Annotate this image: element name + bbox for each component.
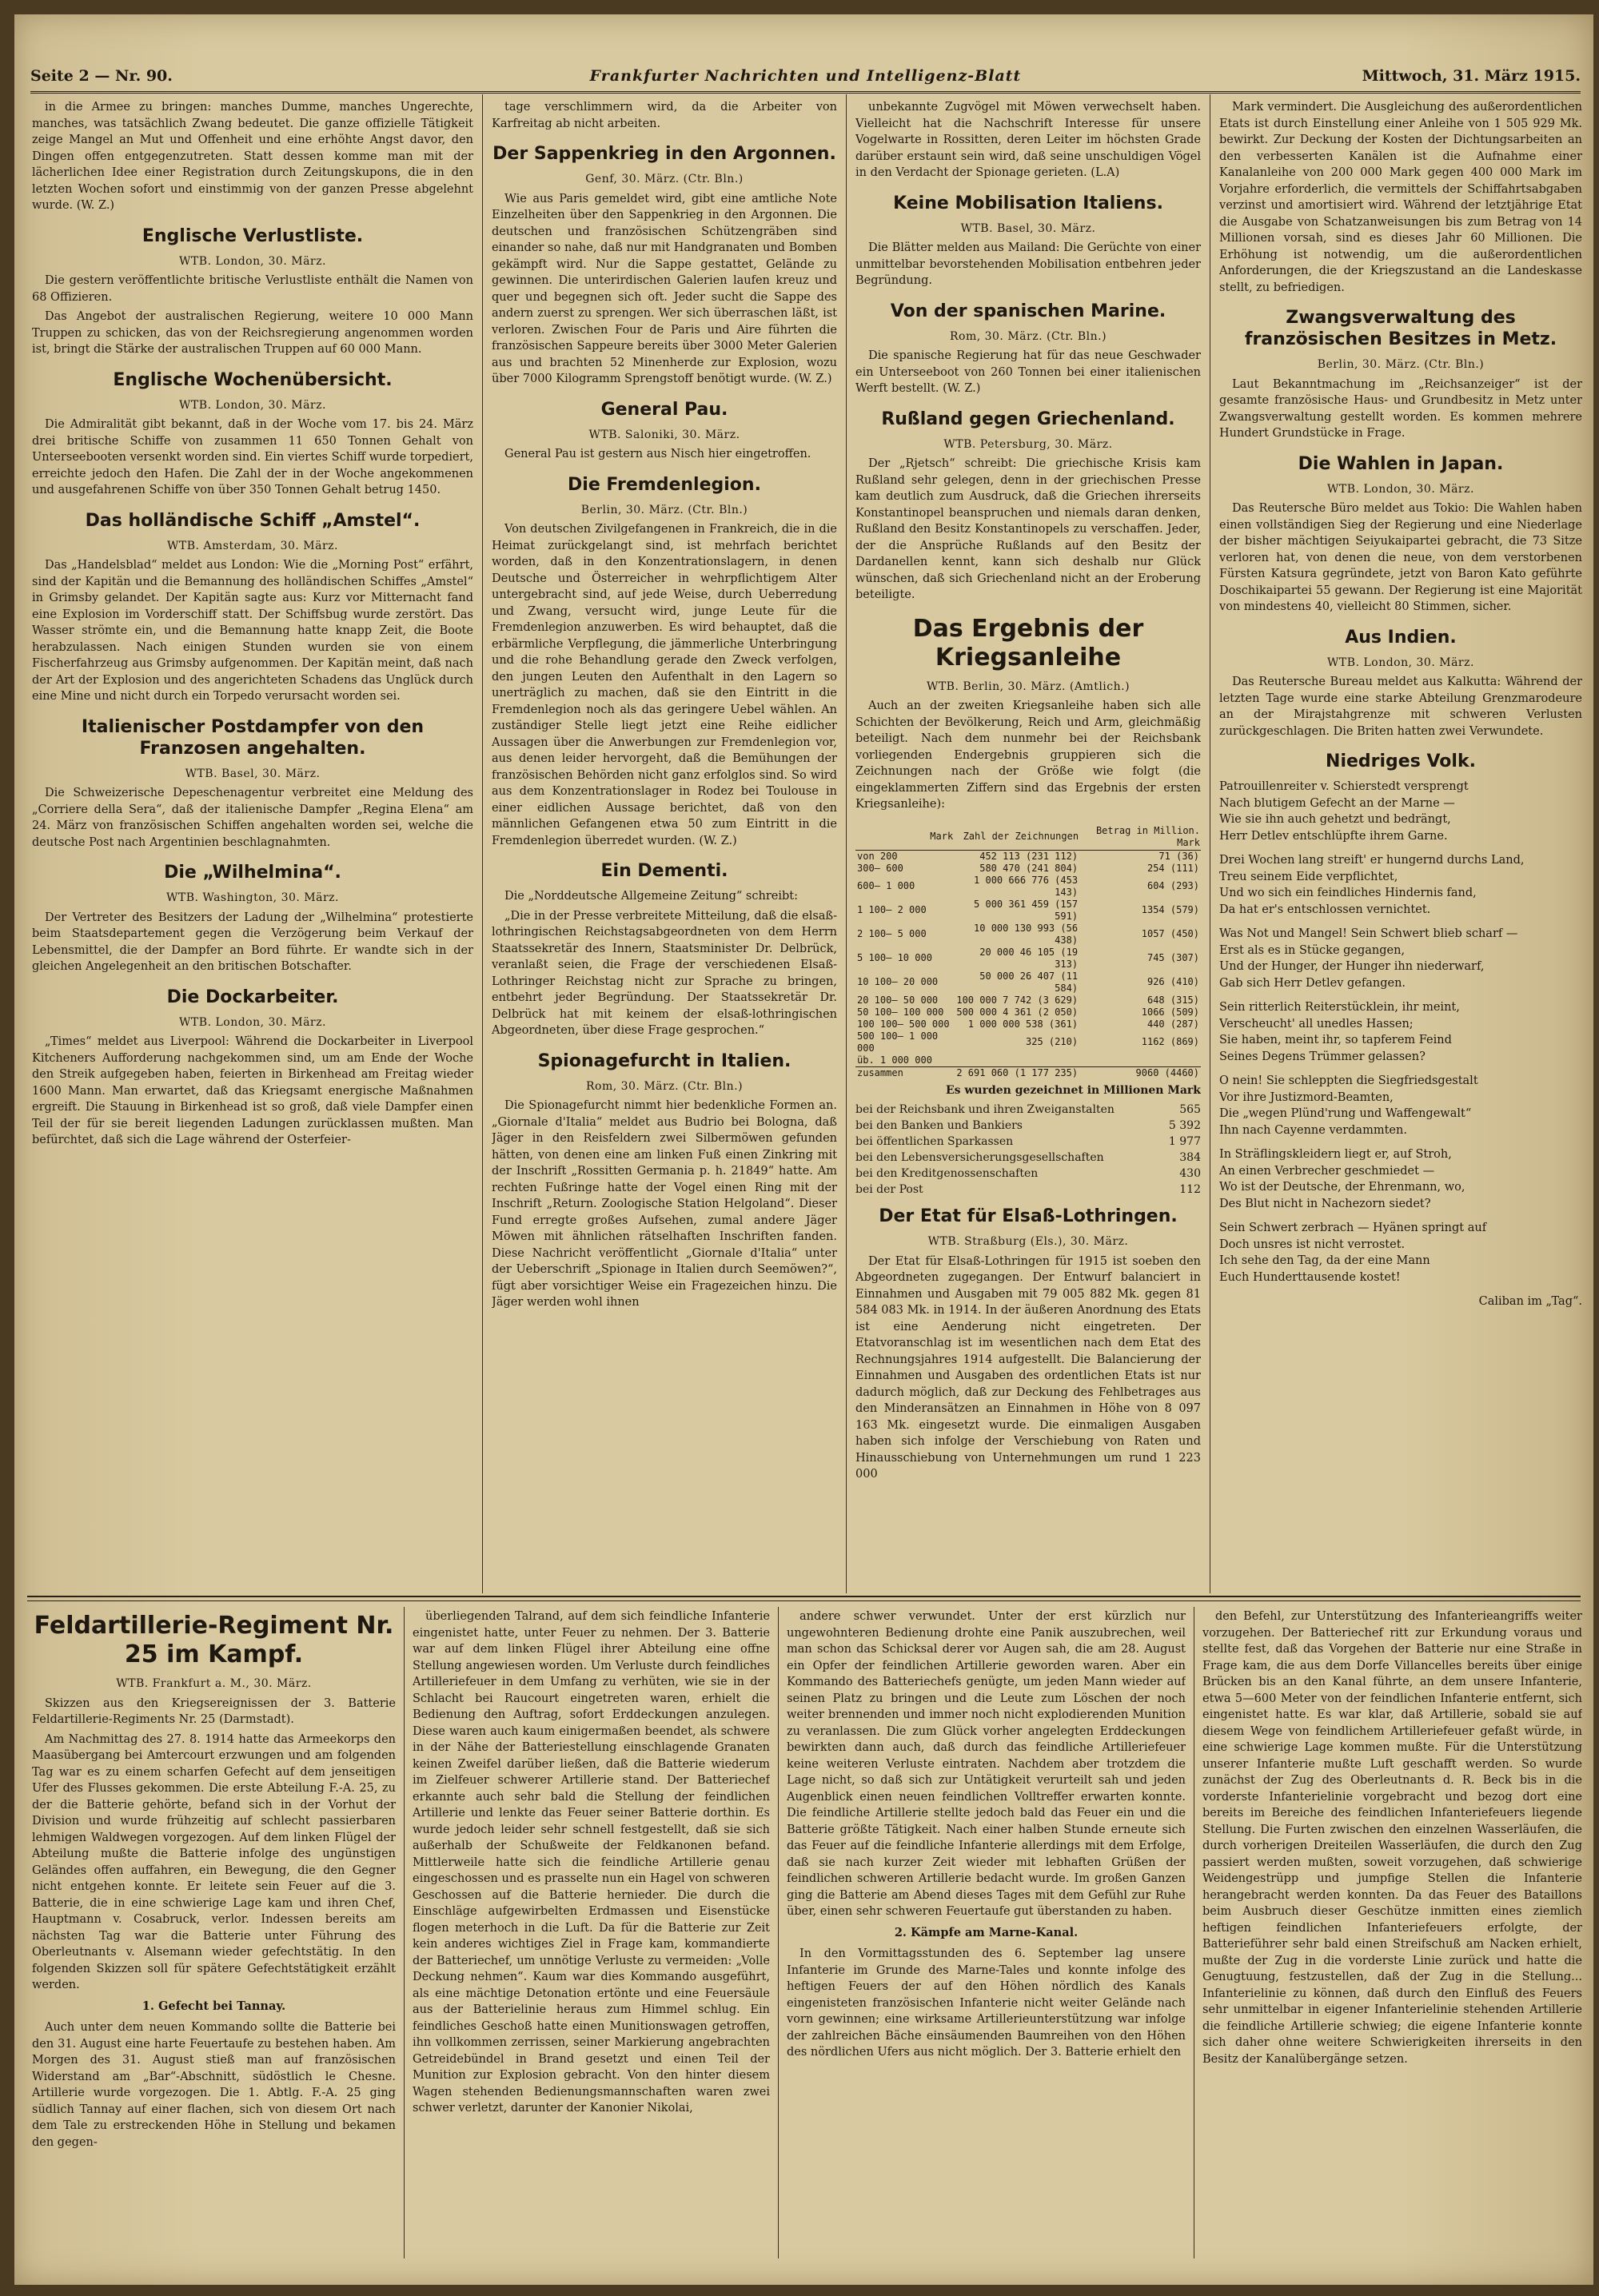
- article: [32, 987, 473, 1149]
- table-cell: [954, 1054, 1079, 1067]
- table-cell: 9060 (4460): [1079, 1066, 1201, 1079]
- article: [855, 409, 1201, 604]
- article-paragraph: den Befehl, zur Unterstützung des Infanterieangriffs weiter vorzugehen. Der Batteriechef ritt zur Erkundung voraus und stellte fest, daß das Vorgehen der Batterie nur eine Straße in Frage kam, die aus dem Dorfe Villancelles bereits über einige Brücken bis an den Kanal führte, an dem unsere Infanterie, etwa 5—600 Meter von der feindlichen Infanterie entfernt, sich eingenistet hatte. Es war klar, daß Artillerie, sobald sie auf diesem Wege von feindlichem Artilleriefeuer gefaßt würde, in eine schwierige Lage kommen mußte. Für die Unterstützung unserer Infanterie mußte Luft geschafft werden. So wurde zunächst der Zug des Oberleutnants d. R. Beck bis in die vorderste Infanterielinie vorgebracht und bezog dort eine bereits im Bereiche des feindlichen Infanteriefeuers liegende Stellung. Die Furten zwischen den einzelnen Wasserläufen, die durch vorherigen Dreiteilen Wasserläufen, die durch den Zug passiert werden mußten, soweit vorzugehen, daß schwierige Weidengestrüpp und jumpfige Stellen die Infanterie herangebracht werden konnten. Da das Feuer des Bataillons beim Ausbruch dieser Geschütze inmitten eines ziemlich heftigen feindlichen Infanteriefeuers erfolgte, der Batterieführer sehr bald einen Streifschuß am Nacken erhielt, mußte der Zug in die vorderste Linie zurück und hatte die Genugtuung, festzustellen, daß der Zug in die Stellung... Infanterielinie zu können, daß durch den Einfluß des Feuers sehr unmittelbar in eigener Infanterielinie stehenden Artillerie die feindliche Artillerie schwieg; die eigene Infanterie konnte sich daher ohne weitere Schwierigkeiten ihrerseits in den Besitz der Kanalübergänge setzen.: [1202, 1610, 1582, 2066]
- table-row: [855, 1166, 1201, 1182]
- gezeichnet-table: [855, 1102, 1201, 1198]
- table-cell: 10 100— 20 000: [857, 976, 939, 987]
- article-paragraph: Die Schweizerische Depeschenagentur verbreitet eine Meldung des „Corriere della Sera“, daß der italienische Dampfer „Regina Elena“ am 24. März von französischen Schiffen angehalten worden sei, welche die deutsche Post nach Argentinien beschlagnahmten.: [32, 787, 473, 849]
- article: [855, 615, 1201, 813]
- article-dateline: WTB. Basel, 30. März.: [960, 221, 1096, 235]
- article-headline: Spionagefurcht in Italien.: [537, 1050, 792, 1071]
- table-row: [855, 1030, 1201, 1054]
- poem-stanza: Patrouillenreiter v. Schierstedt versprengt Nach blutigem Gefecht an der Marne — Wie sie ihn auch gehetzt und bedrängt, Herr Detlev entschlüpfte ihrem Garne.: [1219, 780, 1469, 843]
- poem: [1219, 751, 1582, 1310]
- table-cell: 565: [1179, 1103, 1201, 1116]
- article-dateline: WTB. Saloniki, 30. März.: [588, 428, 740, 441]
- newspaper-page: [14, 14, 1593, 2285]
- table-cell: 1057 (450): [1141, 928, 1199, 939]
- table-cell: [1079, 1054, 1201, 1067]
- article-paragraph: Die gestern veröffentlichte britische Verlustliste enthält die Namen von 68 Offizieren.: [32, 274, 473, 304]
- table-cell: 926 (410): [1146, 976, 1199, 987]
- article-paragraph: Skizzen aus den Kriegsereignissen der 3. Batterie Feldartillerie-Regiments Nr. 25 (Darmstadt).: [32, 1696, 396, 1726]
- article-paragraph: Das Reutersche Bureau meldet aus Kalkutta: Während der letzten Tage wurde eine starke Abteilung Grenzmarodeure an der Mirajstahgrenze mit schweren Verlusten zurückgeschlagen. Die Briten hatten zwei Verwundete.: [1219, 676, 1582, 738]
- poem-stanza: In Sträflingskleidern liegt er, auf Stroh, An einen Verbrecher geschmiedet — Wo ist der Deutsche, der Ehrenmann, wo, Des Blut nicht in Nachezorn siedet?: [1219, 1148, 1465, 1210]
- table-cell: 2 100— 5 000: [857, 928, 927, 939]
- table-cell: 452 113 (231 112): [979, 850, 1079, 862]
- article-paragraph: Auch unter dem neuen Kommando sollte die Batterie bei den 31. August eine harte Feuertaufe zu bestehen haben. Am Morgen des 31. August stieß man auf französischen Widerstand am „Bar“-Abschnitt, südöstlich le Chesne. Artillerie wurde vorgezogen. Die 1. Abtlg. F.-A. 25 ging südlich Tannay auf einer flachen, sich von diesem Ort nach dem Tale zu erstreckenden Höhe in Stellung und bekamen den gegen-: [32, 2021, 396, 2149]
- table-cell: 300— 600: [857, 862, 903, 874]
- article: [492, 399, 837, 463]
- article-headline: Das holländische Schiff „Amstel“.: [85, 510, 421, 531]
- poem-stanza: Sein Schwert zerbrach — Hyänen springt auf Doch unsres ist nicht verrostet. Ich sehe den Tag, da der eine Mann Euch Hunderttausende kostet!: [1219, 1222, 1487, 1284]
- article-paragraph: Wie aus Paris gemeldet wird, gibt eine amtliche Note Einzelheiten über den Sappenkrieg in den Argonnen. Die deutschen und französischen Schützengräben sind einander so nahe, daß nur mit Handgranaten und Bomben gekämpft wird. Nur die Sappe gestattet, Gelände zu gewinnen. Die unterirdischen Galerien laufen kreuz und quer und begegnen sich oft. Jeder sucht die Sappe des andern zuerst zu sprengen. Wer sich überraschen läßt, ist verloren. Zwischen Four de Paris und Aire führten die französischen Sappeure bereits über 3000 Meter Galerien aus und brachten 52 Minenherde zur Explosion, wozu über 7000 Kilogramm Sprengstoff benötigt wurde. (W. Z.): [492, 192, 837, 385]
- article-paragraph: Die „Norddeutsche Allgemeine Zeitung“ schreibt:: [504, 890, 798, 903]
- article-paragraph: „Die in der Presse verbreitete Mitteilung, daß die elsaß-lothringischen Reichstagsabgeordneten von dem Herrn Staatssekretär des Innern, Staatsminister Dr. Delbrück, veranlaßt seien, die Frage der verschiedenen Elsaß-Lothringer Reichstag nicht zur Sprache zu bringen, entbehrt jeder Begründung. Der Staatssekretär Dr. Delbrück hat mit keinem der elsaß-lothringischen Abgeordneten, über diese Frage gesprochen.“: [492, 909, 837, 1037]
- table-row: [855, 995, 1201, 1006]
- article-paragraph: Die Blätter melden aus Mailand: Die Gerüchte von einer unmittelbar bevorstehenden Mobilisation entbehren jeder Begründung.: [855, 241, 1201, 287]
- article-headline: General Pau.: [600, 399, 728, 420]
- article-dateline: WTB. Straßburg (Els.), 30. März.: [927, 1235, 1129, 1248]
- article-paragraph: andere schwer verwundet. Unter der erst kürzlich nur ungewohnteren Bedienung drohte eine Panik auszubrechen, weil man schon das Schicksal derer vor Augen sah, die am 28. August ein Opfer der feindlichen Artillerie geworden waren. Aber ein Kommando des Batteriechefs genügte, um jeden Mann wieder auf seinen Platz zu bringen und die Leute zum Löschen der noch weiter brennenden und immer noch nicht explodierenden Munition zu veranlassen. Die zum Glück vorher angelegten Erddeckungen bewirkten dann auch, daß durch das feindliche Artilleriefeuer keine weiteren Verluste eintraten. Nachdem aber trotzdem die Lage nicht, so daß sich zur Untätigkeit verurteilt sah und jeden Augenblick einen neuen feindlichen Volltreffer erwarten konnte. Die feindliche Artillerie stellte jedoch bald das Feuer ein und die Batterie größte Tätigkeit. Nach einer halben Stunde erneute sich das Feuer auf die feindliche Infanterie allerdings mit dem Erfolge, daß sie nach kurzer Zeit wieder mit lebhaften Grüßen der feindlichen schweren Artillerie bedacht wurde. Im großen Ganzen ging die Batterie am Abend dieses Tages mit dem Gefühl zur Ruhe über, einen sehr schweren Feuertaufe gut überstanden zu haben.: [787, 1610, 1186, 1918]
- table-row: [855, 850, 1201, 863]
- section-divider: [27, 1596, 1581, 1601]
- article-paragraph: unbekannte Zugvögel mit Möwen verwechselt haben. Vielleicht hat die Nachschrift Interesse für unsere Vogelwarte in Rossitten, deren Leiter im höchsten Grade darüber erstaunt sein wird, daß seine unschuldigen Vögel in den Verdacht der Spionage gerieten. (L.A): [855, 101, 1201, 179]
- article-paragraph: Der Etat für Elsaß-Lothringen für 1915 ist soeben den Abgeordneten zugegangen. Der Entwurf balanciert in Einnahmen und Ausgaben mit 79 005 882 Mk. gegen 81 584 083 Mk. in 1914. In der äußeren Anordnung des Etats ist eine Aenderung nicht eingetreten. Der Etatvoranschlag ist im wesentlichen nach dem Etat des Rechnungsjahres 1914 aufgestellt. Die Balancierung der Einnahmen und Ausgaben des ordentlichen Etats ist nur dadurch möglich, daß zur Deckung des Fehlbetrages aus den Minderansätzen an Einnahmen in Höhe von 8 097 163 Mk. eingesetzt wurde. Die einmaligen Ausgaben haben sich infolge der Verschiebung von Raten und Hinausschiebung von Unternehmungen um rund 1 223 000: [855, 1254, 1201, 1481]
- article: [1219, 453, 1582, 616]
- article-headline: Italienischer Postdampfer von den Franzosen angehalten.: [81, 716, 425, 759]
- bottom-column-3: [787, 1608, 1186, 2256]
- table-cell: 20 100— 50 000: [857, 994, 939, 1006]
- table-row: [855, 875, 1201, 899]
- article: [32, 369, 473, 499]
- article-headline: Englische Verlustliste.: [142, 225, 364, 246]
- poem-stanza: O nein! Sie schleppten die Siegfriedsgestalt Vor ihre Justizmord-Beamten, Die „wegen Plünd'rung und Waffengewalt“ Ihn nach Cayenne verdammten.: [1219, 1074, 1478, 1137]
- table-cell: 100 100— 500 000: [857, 1018, 950, 1030]
- table-cell: 648 (315): [1146, 994, 1199, 1006]
- article: [1219, 307, 1582, 442]
- table-row: [855, 1150, 1201, 1166]
- article: [1219, 627, 1582, 740]
- table-total-row: [855, 1066, 1201, 1079]
- table-cell: 440 (287): [1146, 1018, 1199, 1030]
- article: [855, 193, 1201, 289]
- article-paragraph: Am Nachmittag des 27. 8. 1914 hatte das Armeekorps den Maasübergang bei Amtercourt erzwungen und am folgenden Tag war es zu einem scharfen Gefecht auf dem jenseitigen Ufer des Flusses gekommen. Die erste Abteilung F.-A. 25, zu der die Batterie gehörte, befand sich in der Vorhut der Division und wurde frühzeitig auf schlecht passierbaren lehmigen Waldwegen vorgezogen. Auf dem linken Flügel der Abteilung mußte die Batterie infolge des ungünstigen Geländes offen auffahren, ein Bewegung, die den Gegner nicht entgehen konnte. Er leitete sein Feuer auf die 3. Batterie, die in eine schwierige Lage kam und ihren Chef, Hauptmann v. Cosabruck, verlor. Indessen bereits am nächsten Tag war die Batterie unter Führung des Oberleutnants v. Alsemann wieder gefechtstätig. In den folgenden Skizzen soll für spätere Gefechtstätigkeit erzählt werden.: [32, 1732, 396, 1991]
- table-cell: 1 000 000 538 (361): [967, 1018, 1079, 1030]
- section-heading: 2. Kämpfe am Marne-Kanal.: [894, 1925, 1079, 1939]
- article-paragraph: Die Admiralität gibt bekannt, daß in der Woche vom 17. bis 24. März drei britische Schiffe von zusammen 11 650 Tonnen Gehalt von Unterseebooten versenkt worden sind. Ein viertes Schiff wurde torpediert, erreichte jedoch den Hafen. Die Zahl der in der Woche angekommenen und ausgefahrenen Schiffe von über 350 Tonnen Gehalt betrug 1450.: [32, 418, 473, 496]
- page-number: Seite 2 — Nr. 90.: [30, 67, 173, 85]
- article-headline: Die Wahlen in Japan.: [1298, 453, 1504, 474]
- bottom-column-4: [1202, 1608, 1582, 2256]
- article-dateline: WTB. London, 30. März.: [179, 398, 326, 412]
- table-cell: 1 977: [1168, 1135, 1201, 1148]
- table-row: [855, 1182, 1201, 1198]
- article: [492, 1050, 837, 1311]
- table-row: [855, 1118, 1201, 1134]
- table-cell: zusammen: [855, 1066, 954, 1079]
- article-headline: Von der spanischen Marine.: [890, 301, 1166, 321]
- article: [855, 1206, 1201, 1483]
- table-cell: 71 (36): [1158, 850, 1199, 862]
- table-cell: 1 000 666 776 (453 143): [974, 874, 1079, 898]
- table-cell: 500 000 4 361 (2 050): [956, 1006, 1079, 1018]
- article-paragraph: Von deutschen Zivilgefangenen in Frankreich, die in die Heimat zurückgelangt sind, ist mehrfach berichtet worden, daß in den Konzentrationslagern, in denen Deutsche und Österreicher in wehrpflichtigem Alter untergebracht sind, auf jede Weise, durch Ueberredung und Zwang, versucht wird, junge Leute für die Fremdenlegion anzuwerben. Es wird behauptet, daß die erbärmliche Verpflegung, die jämmerliche Unterbringung und die rohe Behandlung gerade den Zweck verfolgen, den jungen Leuten den Aufenthalt in den Lagern so unerträglich zu machen, daß sie den Eintritt in die Fremdenlegion noch als das geringere Uebel wählen. An zuständiger Stelle liegt jetzt eine Reihe eidlicher Aussagen über die Anwerbungen zur Fremdenlegion vor, aus denen leider hervorgeht, daß die Bemühungen der französischen Behörden nicht ganz erfolglos sind. So wird aus dem Konzentrationslager in Rodez bei Toulouse in einer eidlichen Aussage berichtet, daß von den männlichen Gefangenen etwa 50 zum Eintritt in die Fremdenlegion überredet wurden. (W. Z.): [492, 523, 837, 847]
- article-headline: Die „Wilhelmina“.: [164, 863, 341, 883]
- table-row: [855, 923, 1201, 947]
- poem-stanza: Drei Wochen lang streift' er hungernd durchs Land, Treu seinem Eide verpflichtet, Und wo sich ein feindliches Hindernis fand, Da hat er's entschlossen vernichtet.: [1219, 854, 1525, 916]
- bottom-article-title: Feldartillerie-Regiment Nr. 25 im Kampf.: [34, 1612, 394, 1668]
- column-4: [1219, 99, 1582, 1590]
- table-cell: bei der Reichsbank und ihren Zweiganstalten: [855, 1103, 1115, 1116]
- article-headline: Keine Mobilisation Italiens.: [893, 193, 1163, 213]
- table-cell: 600— 1 000: [857, 880, 915, 891]
- table-cell: 5 100— 10 000: [857, 952, 932, 963]
- table-cell: 1066 (509): [1141, 1006, 1199, 1018]
- table-cell: üb. 1 000 000: [857, 1054, 932, 1066]
- article: [492, 143, 837, 388]
- table-cell: bei den Lebensversicherungsgesellschaften: [855, 1151, 1104, 1164]
- article-dateline: Genf, 30. März. (Ctr. Bln.): [585, 173, 744, 185]
- article-dateline: Rom, 30. März. (Ctr. Bln.): [949, 329, 1107, 343]
- table-cell: bei den Banken und Bankiers: [855, 1119, 1023, 1132]
- bottom-column-1: [32, 1608, 396, 2256]
- column-1: [32, 99, 473, 1590]
- article-paragraph: überliegenden Talrand, auf dem sich feindliche Infanterie eingenistet hatte, unter Feuer zu nehmen. Der 3. Batterie war auf dem linken Flügel ihrer Abteilung eine offne Stellung angewiesen worden. Um Verluste durch feindliches Artilleriefeuer in dem Umfang zu verhüten, wie sie in der Schlacht bei Raucourt eingetreten waren, erhielt die Bedienung den Auftrag, sofort Erddeckungen anzulegen. Diese waren auch kaum einigermaßen beendet, als schwere in der Nähe der Batteriestellung einschlagende Granaten keinen Zweifel darüber ließen, daß die Batterie wiederum im Zielfeuer schwerer Artillerie stand. Der Batteriechef erkannte auch sehr bald die Stellung der feindlichen Artillerie und lenkte das Feuer seiner Batterie dorthin. Es wurde jedoch leider sehr schnell festgestellt, daß sie sich außerhalb der Schußweite der Feldkanonen befand. Mittlerweile hatte sich die feindliche Artillerie genau eingeschossen und es prasselte nun ein Hagel von schweren Geschossen auf die Batterie hernieder. Die durch die Einschläge aufgewirbelten Erdmassen und Eisenstücke flogen meterhoch in die Luft. Da für die Batterie zur Zeit kein anderes wichtiges Ziel in Frage kam, kommandierte der Batteriechef, um unnötige Verluste zu vermeiden: „Volle Deckung nehmen“. Kaum war dies Kommando ausgeführt, als eine mächtige Detonation ertönte und eine Feuersäule aus der Batterielinie heraus zum Himmel schlug. Ein feindliches Geschoß hatte einen Munitionswagen getroffen, ihn vollkommen zerrissen, seiner Markierung angebrachten Getreidebündel in Brand gesetzt und einen Teil der Munition zur Explosion gebracht. Von den hinter diesem Wagen stehenden Bedienungsmannschaften waren zwei schwer verletzt, darunter der Kanonier Nikolai,: [413, 1610, 770, 2115]
- article-dateline: Rom, 30. März. (Ctr. Bln.): [585, 1079, 744, 1093]
- article-dateline: Berlin, 30. März. (Ctr. Bln.): [580, 503, 748, 516]
- article-dateline: WTB. London, 30. März.: [1327, 656, 1474, 669]
- table-row: [855, 1102, 1201, 1118]
- table-row: [855, 971, 1201, 995]
- table-cell: 1162 (869): [1141, 1036, 1199, 1047]
- table-row: [855, 947, 1201, 971]
- table-row: [855, 1134, 1201, 1150]
- article-dateline: WTB. London, 30. März.: [1327, 482, 1474, 496]
- article-dateline: WTB. Washington, 30. März.: [166, 891, 339, 904]
- column-3: [855, 99, 1201, 1590]
- table-cell: 2 691 060 (1 177 235): [954, 1066, 1079, 1079]
- article-dateline: WTB. London, 30. März.: [179, 254, 326, 268]
- poem-title: Niedriges Volk.: [1326, 751, 1476, 771]
- table-cell: 10 000 130 993 (56 438): [974, 922, 1079, 946]
- article-paragraph: General Pau ist gestern aus Nisch hier eingetroffen.: [504, 448, 811, 460]
- article-headline: Die Dockarbeiter.: [166, 987, 339, 1007]
- table-row: [855, 1054, 1201, 1067]
- article: [492, 860, 837, 1039]
- article-paragraph: Das Angebot der australischen Regierung, weitere 10 000 Mann Truppen zu schicken, das von der Reichsregierung angenommen worden ist, bringt die Stärke der australischen Truppen auf 60 000 Mann.: [32, 310, 473, 356]
- section-heading: 1. Gefecht bei Tannay.: [142, 1999, 286, 2013]
- table-row: [855, 1018, 1201, 1030]
- article-headline: Ein Dementi.: [600, 861, 728, 881]
- table-cell: 254 (111): [1146, 862, 1199, 874]
- article-headline: Der Sappenkrieg in den Argonnen.: [492, 144, 836, 164]
- article-paragraph: Das Reutersche Büro meldet aus Tokio: Die Wahlen haben einen vollständigen Sieg der Regierung und eine Niederlage der bisher mächtigen Seiyukaipartei gebracht, die 73 Sitze verloren hat, von denen die neue, von dem verstorbenen Fürsten Katsura gegründete, jetzt von Baron Kato geführte Doschikaipartei 55 gewann. Der Regierung ist eine Majorität von mindestens 40, vielleicht 80 Stimmen, sicher.: [1219, 502, 1582, 613]
- article: [492, 99, 837, 132]
- article-paragraph: tage verschlimmern wird, da die Arbeiter von Karfreitag ab nicht arbeiten.: [492, 101, 837, 130]
- bottom-column-2: [413, 1608, 770, 2256]
- table-cell: bei der Post: [855, 1183, 923, 1196]
- article: [32, 225, 473, 358]
- column-rule: [778, 1607, 779, 2258]
- table-cell: 50 000 26 407 (11 584): [979, 970, 1079, 994]
- table-cell: 100 000 7 742 (3 629): [956, 994, 1079, 1006]
- column-rule: [404, 1607, 405, 2258]
- article-headline: Rußland gegen Griechenland.: [881, 409, 1175, 429]
- article-headline: Aus Indien.: [1345, 627, 1457, 648]
- article-headline: Das Ergebnis der Kriegsanleihe: [912, 614, 1144, 672]
- article-dateline: WTB. Berlin, 30. März. (Amtlich.): [926, 680, 1130, 693]
- article-paragraph: „Times“ meldet aus Liverpool: Während die Dockarbeiter in Liverpool Kitcheners Aufforderung nachgekommen sind, um am Ende der Woche den Streik aufgegeben haben, feierten in Birkenhead am Freitag wieder 1600 Mann. Man erwartet, daß das Kriegsamt energische Maßnahmen ergreift. Die Stauung in Birkenhead ist so groß, daß viele Dampfer einen Teil der für sie bereit liegenden Ladungen zurücklassen mußten. Man befürchtet, daß sich die Lage während der Osterfeier-: [32, 1035, 473, 1146]
- article-paragraph: In den Vormittagsstunden des 6. September lag unsere Infanterie im Grunde des Marne-Tales und konnte infolge des heftigen Feuers der auf den Höhen nördlich des Kanals eingenisteten französischen Infanterie nicht weiter Gelände nach vorn gewinnen; eine wirksame Artillerieunterstützung war infolge der zahlreichen Bäche einsäumenden Baumreihen von den Höhen des nördlichen Ufers aus nicht möglich. Der 3. Batterie erhielt den: [787, 1947, 1186, 2059]
- article: [492, 474, 837, 850]
- article-paragraph: Die Spionagefurcht nimmt hier bedenkliche Formen an. „Giornale d'Italia“ meldet aus Budrio bei Bologna, daß Jäger in den Reisfeldern zwei Silbermöwen gefunden hätten, von denen eine am linken Fuß einen Zinkring mit der Inschrift „Rossitten Germania p. h. 21849“ hatte. Am rechten Fußringe hatte der Vogel einen Ring mit der Inschrift „Return. Zoologische Station Helgoland“. Dieser Fund erregte großes Aufsehen, zumal andere Jäger Möwen mit ähnlichen rätselhaften Inschriften fanden. Diese Nachricht veröffentlicht „Giornale d'Italia“ unter der Ueberschrift „Spionage in Italien durch Seemöwen?“, fügt aber vorsichtiger Weise ein Fragezeichen hinzu. Die Jäger werden wohl ihnen: [492, 1099, 837, 1309]
- table-cell: 5 392: [1168, 1119, 1201, 1132]
- article-paragraph: in die Armee zu bringen: manches Dumme, manches Ungerechte, manches, was tatsächlich Zwang bedeutet. Die ganze offizielle Tätigkeit zeige Mangel an Mut und Offenheit und eine erhöhte Angst davor, den Dingen offen entgegenzutreten. Statt dessen komme man mit der lächerlichen Idee einer Registration durch Zeitungskupons, die in den letzten Wochen sofort und einstimmig von der ganzen Presse abgelehnt wurde. (W. Z.): [32, 101, 473, 212]
- article-dateline: WTB. Basel, 30. März.: [185, 767, 321, 780]
- article: [32, 99, 473, 214]
- article-paragraph: Auch an der zweiten Kriegsanleihe haben sich alle Schichten der Bevölkerung, Reich und Arm, gleichmäßig beteiligt. Nach dem nunmehr bei der Reichsbank vorliegenden Endergebnis gruppieren sich die Zeichnungen nach der Größe wie folgt (die eingeklammerten Ziffern sind das Ergebnis der ersten Kriegsanleihe):: [855, 700, 1201, 811]
- table-row: [855, 1006, 1201, 1018]
- article-paragraph: Die spanische Regierung hat für das neue Geschwader ein Unterseeboot von 260 Tonnen bei einer italienischen Werft bestellt. (W. Z.): [855, 349, 1201, 395]
- table-header: Mark: [855, 824, 954, 851]
- article: [855, 99, 1201, 181]
- article-dateline: WTB. Petersburg, 30. März.: [943, 437, 1113, 451]
- table-row: [855, 899, 1201, 923]
- table-cell: 1 100— 2 000: [857, 904, 927, 915]
- table-cell: 1354 (579): [1141, 904, 1199, 915]
- table-cell: bei den Kreditgenossenschaften: [855, 1167, 1039, 1180]
- article-dateline: WTB. Amsterdam, 30. März.: [167, 539, 338, 552]
- masthead: [30, 62, 1581, 94]
- poem-stanza: Was Not und Mangel! Sein Schwert blieb scharf — Erst als es in Stücke gegangen, Und der Hunger, der Hunger ihn niederwarf, Gab sich Herr Detlev gefangen.: [1219, 927, 1518, 990]
- table-cell: 50 100— 100 000: [857, 1006, 944, 1018]
- table-cell: 112: [1179, 1183, 1201, 1196]
- article-headline: Die Fremdenlegion.: [568, 474, 761, 495]
- table-cell: 745 (307): [1146, 952, 1199, 963]
- kriegsanleihe-table: [855, 824, 1201, 1079]
- column-2: [492, 99, 837, 1590]
- table-cell: 500 100— 1 000 000: [857, 1030, 939, 1054]
- gezeichnet-header: Es wurden gezeichnet in Millionen Mark: [945, 1083, 1201, 1097]
- table-cell: 384: [1179, 1151, 1201, 1164]
- table-header: Betrag in Million. Mark: [1079, 824, 1201, 851]
- table-cell: 604 (293): [1146, 880, 1199, 891]
- article-headline: Zwangsverwaltung des französischen Besitzes in Metz.: [1244, 308, 1557, 349]
- article-paragraph: Der „Rjetsch“ schreibt: Die griechische Krisis kam Rußland sehr gelegen, denn in der griechischen Presse kam deutlich zum Ausdruck, daß die Griechen ihrerseits Konstantinopel beanspruchen und niemals daran denken, Rußland den Besitz Konstantinopels zu verschaffen. Jeder, der die Ansprüche Rußlands auf den Besitz der Dardanellen kennt, kann sich deshalb nur Glück wünschen, daß sich Griechenland nicht an der Eroberung beteiligte.: [855, 457, 1201, 601]
- article: [1219, 99, 1582, 296]
- article-paragraph: Der Vertreter des Besitzers der Ladung der „Wilhelmina“ protestierte beim Staatsdepartement gegen die Verzögerung beim Verkauf der Lebensmittel, die der Dampfer an Bord führte. Er wandte sich in der gleichen Angelegenheit an den britischen Botschafter.: [32, 911, 473, 973]
- article-headline: Der Etat für Elsaß-Lothringen.: [879, 1206, 1178, 1226]
- table-header: Zahl der Zeichnungen: [954, 824, 1079, 851]
- column-rule: [846, 94, 847, 1593]
- article: [32, 716, 473, 851]
- article: [855, 301, 1201, 397]
- article-paragraph: Laut Bekanntmachung im „Reichsanzeiger“ ist der gesamte französische Haus- und Grundbesitz in Metz unter Zwangsverwaltung gestellt worden. Es kommen mehrere Hundert Grundstücke in Frage.: [1219, 377, 1582, 440]
- issue-date: Mittwoch, 31. März 1915.: [1362, 67, 1581, 85]
- table-cell: 325 (210): [1026, 1036, 1079, 1047]
- article: [32, 510, 473, 705]
- table-row: [855, 863, 1201, 875]
- article-paragraph: Mark vermindert. Die Ausgleichung des außerordentlichen Etats ist durch Einstellung einer Anleihe von 1 505 929 Mk. bewirkt. Zur Deckung der Kosten der Dichtungsarbeiten an den verbesserten Kanälen ist die Aufnahme einer Kanalanleihe von 200 000 Mark gegen 400 000 Mark im Vorjahre erforderlich, die vermittels der Schiffahrtsabgaben verzinst und amortisiert wird. Während der letztjährige Etat die Ausgabe von Schatzanweisungen bis zum Betrag von 14 Millionen vorsah, sind es dieses Jahr 60 Millionen. Die Erhöhung ist notwendig, um die außerordentlichen Anforderungen, die der Kriegszustand an die Landeskasse stellt, zu befriedigen.: [1219, 101, 1582, 294]
- bottom-article-dateline: WTB. Frankfurt a. M., 30. März.: [116, 1677, 312, 1690]
- table-cell: bei öffentlichen Sparkassen: [855, 1135, 1014, 1148]
- table-cell: 580 470 (241 804): [979, 862, 1079, 874]
- article-headline: Englische Wochenübersicht.: [113, 369, 393, 390]
- article: [32, 862, 473, 975]
- column-rule: [482, 94, 483, 1593]
- poem-signature: Caliban im „Tag“.: [1478, 1295, 1582, 1308]
- poem-stanza: Sein ritterlich Reiterstücklein, ihr meint, Verscheucht' all unedles Hassen; Sie haben, meint ihr, so tapferem Feind Seines Degens Trümmer gelassen?: [1219, 1001, 1460, 1063]
- article-dateline: WTB. London, 30. März.: [179, 1015, 326, 1029]
- article-dateline: Berlin, 30. März. (Ctr. Bln.): [1317, 358, 1485, 371]
- table-cell: von 200: [857, 850, 898, 862]
- table-cell: 5 000 361 459 (157 591): [974, 898, 1079, 922]
- table-cell: 20 000 46 105 (19 313): [979, 946, 1079, 970]
- article-paragraph: Das „Handelsblad“ meldet aus London: Wie die „Morning Post“ erfährt, sind der Kapitän und die Bemannung des holländischen Schiffes „Amstel“ in Grimsby gelandet. Der Kapitän sagte aus: Kurz vor Mitternacht fand eine Explosion im Vorderschiff statt. Der Schiffsbug wurde zerstört. Das Wasser strömte ein, und die Bemannung hatte knapp Zeit, die Boote herabzulassen. Nach einigen Stunden wurden sie von einem Fischerfahrzeug aus Grimsby aufgenommen. Der Kapitän meint, daß nach der Art der Explosion und des angerichteten Schadens das Unglück durch eine Mine und nicht durch ein Torpedo verursacht worden sei.: [32, 559, 473, 703]
- table-cell: 430: [1179, 1167, 1201, 1180]
- newspaper-title: Frankfurter Nachrichten und Intelligenz-Blatt: [589, 67, 1022, 85]
